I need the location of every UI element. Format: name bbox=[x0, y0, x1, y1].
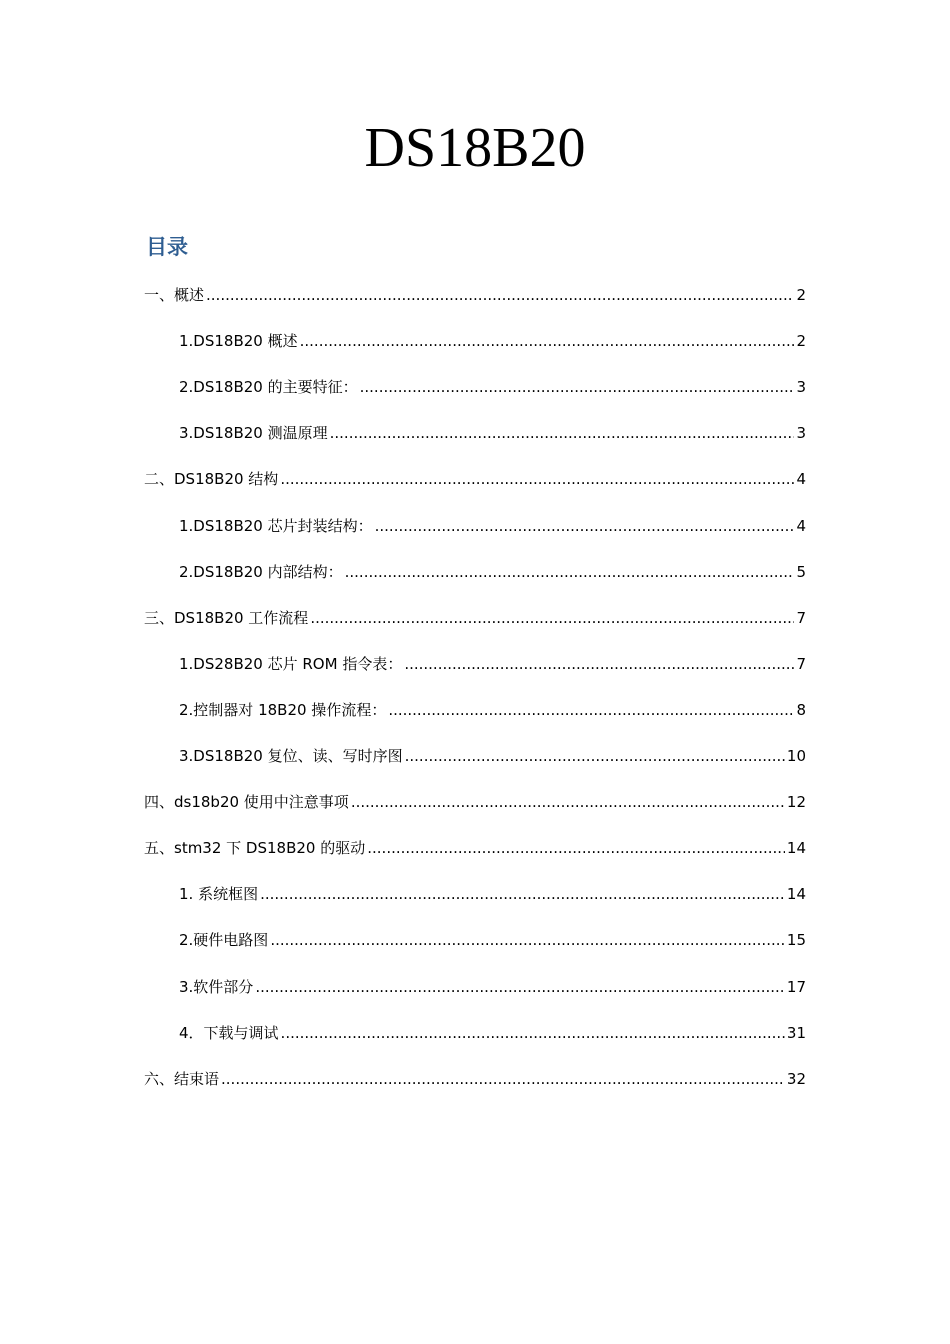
toc-entry-label: 3.DS18B20 复位、读、写时序图 bbox=[179, 747, 403, 765]
toc-page-number: 8 bbox=[796, 700, 806, 719]
toc-entry-label: 1.DS18B20 概述 bbox=[179, 332, 298, 351]
toc-page-number: 31 bbox=[786, 1023, 806, 1042]
toc-entry[interactable] bbox=[0, 417, 950, 443]
toc-entry[interactable] bbox=[0, 971, 950, 997]
toc-dot-leader bbox=[310, 608, 794, 628]
toc-entry[interactable] bbox=[0, 694, 950, 720]
toc-dot-leader bbox=[351, 792, 785, 812]
toc-dot-leader bbox=[330, 423, 795, 443]
toc-entry-label: 1.DS28B20 芯片 ROM 指令表： bbox=[179, 654, 403, 673]
toc-entry[interactable] bbox=[0, 279, 950, 305]
toc-entry-label: 五、stm32 下 DS18B20 的驱动 bbox=[144, 839, 366, 858]
toc-entry[interactable] bbox=[0, 463, 950, 489]
toc-entry[interactable] bbox=[0, 1063, 950, 1089]
toc-dot-leader bbox=[255, 977, 785, 997]
toc-dot-leader bbox=[367, 838, 785, 858]
toc-entry[interactable] bbox=[0, 1017, 950, 1043]
toc-dot-leader bbox=[260, 884, 785, 904]
toc-entry-label: 2.DS18B20 内部结构： bbox=[179, 562, 343, 581]
toc-page-number: 2 bbox=[796, 286, 806, 304]
toc-entry[interactable] bbox=[0, 832, 950, 858]
toc-page-number: 4 bbox=[796, 470, 806, 489]
toc-page-number: 12 bbox=[786, 793, 806, 812]
toc-entry-label: 1.DS18B20 芯片封装结构： bbox=[179, 516, 373, 535]
toc-page-number: 4 bbox=[796, 516, 806, 535]
toc-page-number: 3 bbox=[796, 378, 806, 397]
toc-dot-leader bbox=[300, 331, 795, 351]
toc-page-number: 2 bbox=[796, 332, 806, 351]
toc-entry-label: 二、DS18B20 结构 bbox=[144, 470, 279, 489]
toc-entry[interactable] bbox=[0, 371, 950, 397]
toc-dot-leader bbox=[375, 516, 795, 536]
toc-page-number: 3 bbox=[796, 424, 806, 443]
toc-dot-leader bbox=[270, 930, 785, 950]
toc-entry[interactable] bbox=[0, 556, 950, 582]
toc-entry-label: 3.DS18B20 测温原理 bbox=[179, 424, 328, 443]
toc-entry[interactable] bbox=[0, 648, 950, 674]
toc-page-number: 15 bbox=[786, 931, 806, 950]
toc-entry-label: 2.DS18B20 的主要特征： bbox=[179, 378, 358, 397]
toc-dot-leader bbox=[280, 469, 794, 489]
toc-page-number: 10 bbox=[786, 747, 806, 765]
toc-entry[interactable] bbox=[0, 924, 950, 950]
toc-dot-leader bbox=[206, 285, 794, 305]
document-title: DS18B20 bbox=[364, 117, 586, 179]
toc-entry[interactable] bbox=[0, 878, 950, 904]
toc-entry-label: 一、概述 bbox=[144, 286, 205, 304]
toc-entry[interactable] bbox=[0, 510, 950, 536]
toc-entry-label: 六、结束语 bbox=[144, 1069, 220, 1088]
toc-entry[interactable] bbox=[0, 740, 950, 766]
toc-entry-label: 三、DS18B20 工作流程 bbox=[144, 608, 309, 627]
toc-page-number: 7 bbox=[796, 608, 806, 627]
toc-dot-leader bbox=[345, 562, 795, 582]
toc-dot-leader bbox=[404, 654, 794, 674]
toc-entry-label: 2.硬件电路图 bbox=[179, 931, 269, 950]
toc-page-number: 32 bbox=[786, 1069, 806, 1088]
toc-page-number: 17 bbox=[786, 977, 806, 996]
toc-dot-leader bbox=[360, 377, 795, 397]
toc-dot-leader bbox=[388, 700, 794, 720]
toc-page-number: 14 bbox=[786, 885, 806, 904]
toc-entry-label: 4．下载与调试 bbox=[179, 1023, 279, 1042]
toc-page-number: 14 bbox=[786, 839, 806, 858]
toc-dot-leader bbox=[281, 1023, 785, 1043]
toc-entry-label: 3.软件部分 bbox=[179, 977, 254, 996]
toc-entry-label: 2.控制器对 18B20 操作流程： bbox=[179, 700, 387, 719]
toc-entry[interactable] bbox=[0, 602, 950, 628]
toc-entry-label: 四、ds18b20 使用中注意事项 bbox=[144, 793, 349, 812]
toc-page-number: 7 bbox=[796, 654, 806, 673]
toc-entry[interactable] bbox=[0, 325, 950, 351]
toc-entry[interactable] bbox=[0, 786, 950, 812]
toc-heading: 目录 bbox=[146, 235, 188, 259]
toc-page-number: 5 bbox=[796, 562, 806, 581]
toc-dot-leader bbox=[221, 1069, 785, 1089]
toc-entry-label: 1. 系统框图 bbox=[179, 885, 259, 904]
toc-dot-leader bbox=[405, 746, 785, 766]
